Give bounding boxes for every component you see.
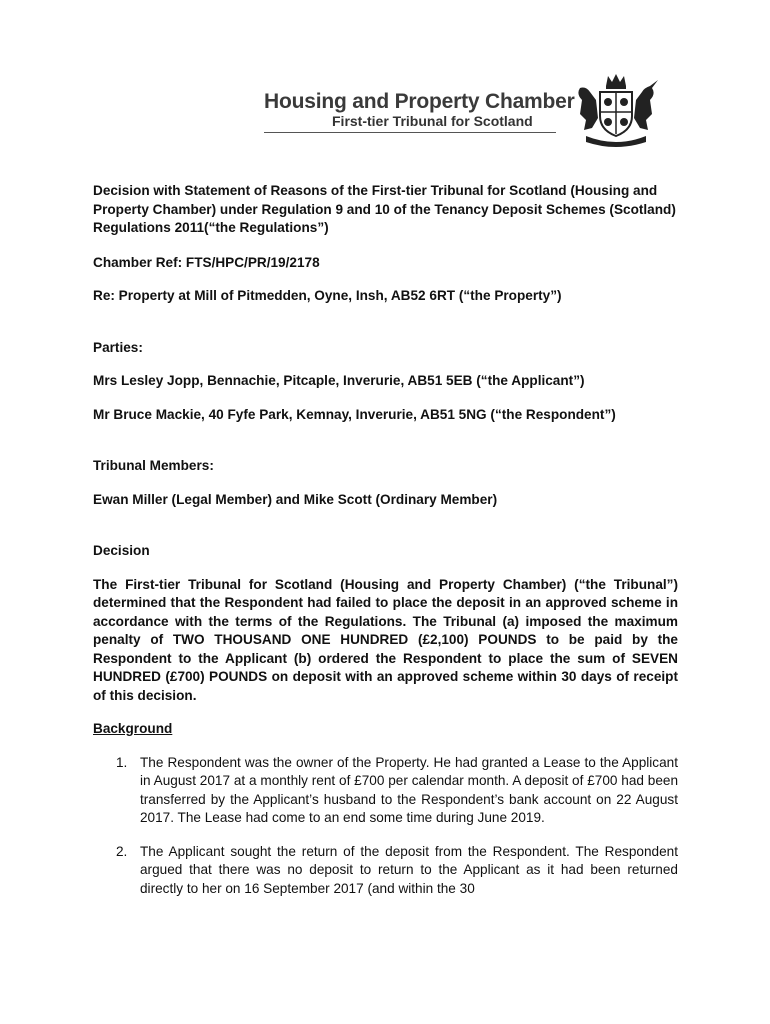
parties-heading: Parties: [93,339,143,355]
document-body [93,182,678,898]
list-item-text: The Applicant sought the return of the deposit from the Respondent. The Respondent argued that there was no deposit to return to the Applicant as it had been returned directly to her on 16 September 2017 (and within the 30 [140,843,678,896]
list-item [93,754,678,828]
list-item-number: 2. [116,843,128,859]
list-item-text: The Respondent was the owner of the Property. He had granted a Lease to the Applicant in August 2017 at a monthly rent of £700 per calendar month. A deposit of £700 had been transferred by the Applicant’s husband to the Respondent’s bank account on 22 August 2017. The Lease had come to an end some time during June 2019. [140,754,678,825]
background-list [93,754,678,899]
tribunal-subtitle: First-tier Tribunal for Scotland [332,113,533,129]
property-reference: Re: Property at Mill of Pitmedden, Oyne, Insh, AB52 6RT (“the Property”) [93,288,562,303]
chamber-reference: Chamber Ref: FTS/HPC/PR/19/2178 [93,254,320,270]
header-divider [264,132,556,133]
respondent-details: Mr Bruce Mackie, 40 Fyfe Park, Kemnay, Inverurie, AB51 5NG (“the Respondent”) [93,406,616,422]
decision-section-heading: Decision [93,543,150,558]
tribunal-members-heading: Tribunal Members: [93,458,214,473]
applicant-details: Mrs Lesley Jopp, Bennachie, Pitcaple, Inverurie, AB51 5EB (“the Applicant”) [93,373,585,388]
chamber-title: Housing and Property Chamber [264,90,575,113]
background-heading: Background [93,721,173,736]
decision-text: The First-tier Tribunal for Scotland (Housing and Property Chamber) (“the Tribunal”) determined that the Respondent had failed to place the deposit in an approved scheme in accordance with the terms of the Regulations. The Tribunal (a) imposed the maximum penalty of TWO THOUSAND ONE HUNDRED (£2,100) POUNDS to be paid by the Respondent to the Applicant (b) ordered the Respondent to place the sum of SEVEN HUNDRED (£700) POUNDS on deposit with an approved scheme within 30 days of receipt of this decision. [93,576,678,703]
tribunal-members: Ewan Miller (Legal Member) and Mike Scott (Ordinary Member) [93,491,498,507]
royal-coat-of-arms-icon [562,70,670,152]
decision-heading: Decision with Statement of Reasons of the First-tier Tribunal for Scotland (Housing and Property Chamber) under Regulation 9 and 10 of the Tenancy Deposit Schemes (Scotland) Regulations 2011(“the Regulations”) [93,183,676,235]
list-item-number: 1. [116,754,128,770]
list-item [93,843,678,899]
document-header [262,70,682,155]
